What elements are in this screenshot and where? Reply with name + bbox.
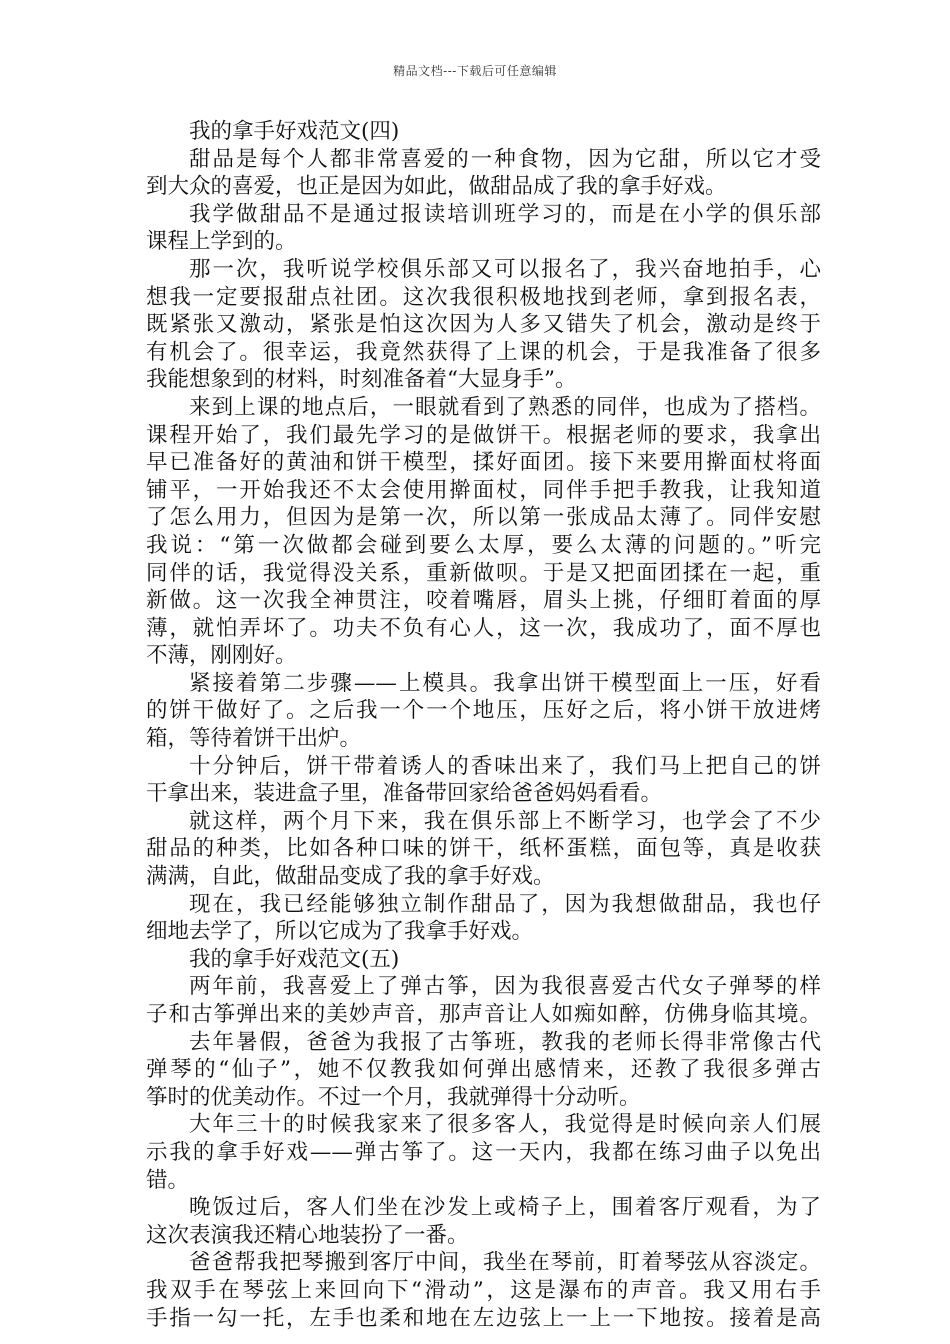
text-line: 的饼干做好了。之后我一个一个地压，压好之后，将小饼干放进烤 bbox=[146, 698, 821, 724]
text-line: 我能想象到的材料，时刻准备着“大显身手”。 bbox=[146, 367, 577, 393]
section-title: 我的拿手好戏范文(五) bbox=[189, 946, 400, 972]
text-line: 不薄，刚刚好。 bbox=[146, 643, 297, 669]
text-line: 细地去学了，所以它成为了我拿手好戏。 bbox=[146, 919, 534, 945]
text-line: 示我的拿手好戏——弹古筝了。这一天内，我都在练习曲子以免出 bbox=[146, 1139, 821, 1165]
text-line: 课程开始了，我们最先学习的是做饼干。根据老师的要求，我拿出 bbox=[146, 422, 821, 448]
text-line: 早已准备好的黄油和饼干模型，揉好面团。接下来要用擀面杖将面 bbox=[146, 450, 821, 476]
text-line: 到大众的喜爱，也正是因为如此，做甜品成了我的拿手好戏。 bbox=[146, 174, 727, 200]
text-line: 甜品是每个人都非常喜爱的一种食物，因为它甜，所以它才受 bbox=[189, 146, 821, 172]
text-line: 子和古筝弹出来的美妙声音，那声音让人如痴如醉，仿佛身临其境。 bbox=[146, 1002, 821, 1027]
text-line: 铺平，一开始我还不太会使用擀面杖，同伴手把手教我，让我知道 bbox=[146, 477, 821, 503]
text-line: 手指一勾一托，左手也柔和地在左边弦上一上一下地按。接着是高 bbox=[146, 1305, 821, 1331]
text-line: 两年前，我喜爱上了弹古筝，因为我很喜爱古代女子弹琴的样 bbox=[189, 974, 821, 1000]
text-line: 甜品的种类，比如各种口味的饼干，纸杯蛋糕，面包等，真是收获 bbox=[146, 836, 821, 862]
text-line: 新做。这一次我全神贯注，咬着嘴唇，眉头上挑，仔细盯着面的厚 bbox=[146, 588, 821, 614]
text-line: 箱，等待着饼干出炉。 bbox=[146, 726, 362, 752]
text-line: 满满，自此，做甜品变成了我的拿手好戏。 bbox=[146, 864, 555, 890]
text-line: 薄，就怕弄坏了。功夫不负有心人，这一次，我成功了，面不厚也 bbox=[146, 615, 821, 641]
text-line: 十分钟后，饼干带着诱人的香味出来了，我们马上把自己的饼 bbox=[189, 753, 821, 779]
text-line: 这次表演我还精心地装扮了一番。 bbox=[146, 1222, 469, 1248]
text-line: 有机会了。很幸运，我竟然获得了上课的机会，于是我准备了很多 bbox=[146, 339, 821, 365]
text-line: 我双手在琴弦上来回向下“滑动”，这是瀑布的声音。我又用右手 bbox=[146, 1277, 821, 1303]
text-line: 紧接着第二步骤——上模具。我拿出饼干模型面上一压，好看 bbox=[189, 670, 821, 696]
text-line: 我学做甜品不是通过报读培训班学习的，而是在小学的俱乐部 bbox=[189, 201, 821, 227]
text-line: 既紧张又激动，紧张是怕这次因为人多又错失了机会，激动是终于 bbox=[146, 312, 821, 338]
text-line: 想我一定要报甜点社团。这次我很积极地找到老师，拿到报名表， bbox=[146, 284, 821, 310]
text-line: 弹琴的“仙子”，她不仅教我如何弹出感情来，还教了我很多弹古 bbox=[146, 1057, 821, 1083]
text-line: 干拿出来，装进盒子里，准备带回家给爸爸妈妈看看。 bbox=[146, 781, 663, 807]
text-line: 爸爸帮我把琴搬到客厅中间，我坐在琴前，盯着琴弦从容淡定。 bbox=[189, 1250, 821, 1276]
section-title: 我的拿手好戏范文(四) bbox=[189, 119, 400, 144]
text-line: 去年暑假，爸爸为我报了古筝班，教我的老师长得非常像古代 bbox=[189, 1029, 821, 1055]
text-line: 来到上课的地点后，一眼就看到了熟悉的同伴，也成为了搭档。 bbox=[189, 394, 821, 420]
text-line: 同伴的话，我觉得没关系，重新做呗。于是又把面团揉在一起，重 bbox=[146, 560, 821, 586]
text-line: 大年三十的时候我家来了很多客人，我觉得是时候向亲人们展 bbox=[189, 1112, 821, 1138]
page-header: 精品文档---下载后可任意编辑 bbox=[393, 64, 557, 78]
text-line: 错。 bbox=[146, 1167, 190, 1193]
text-line: 就这样，两个月下来，我在俱乐部上不断学习，也学会了不少 bbox=[189, 808, 821, 834]
text-line: 那一次，我听说学校俱乐部又可以报名了，我兴奋地拍手，心 bbox=[189, 256, 821, 282]
text-line: 我说：“第一次做都会碰到要么太厚，要么太薄的问题的。”听完 bbox=[146, 532, 821, 558]
text-line: 晚饭过后，客人们坐在沙发上或椅子上，围着客厅观看，为了 bbox=[189, 1195, 821, 1221]
text-line: 现在，我已经能够独立制作甜品了，因为我想做甜品，我也仔 bbox=[189, 891, 821, 917]
text-line: 了怎么用力，但因为是第一次，所以第一张成品太薄了。同伴安慰 bbox=[146, 505, 821, 531]
text-line: 筝时的优美动作。不过一个月，我就弹得十分动听。 bbox=[146, 1084, 641, 1110]
text-line: 课程上学到的。 bbox=[146, 229, 297, 255]
document-body bbox=[146, 118, 821, 1332]
